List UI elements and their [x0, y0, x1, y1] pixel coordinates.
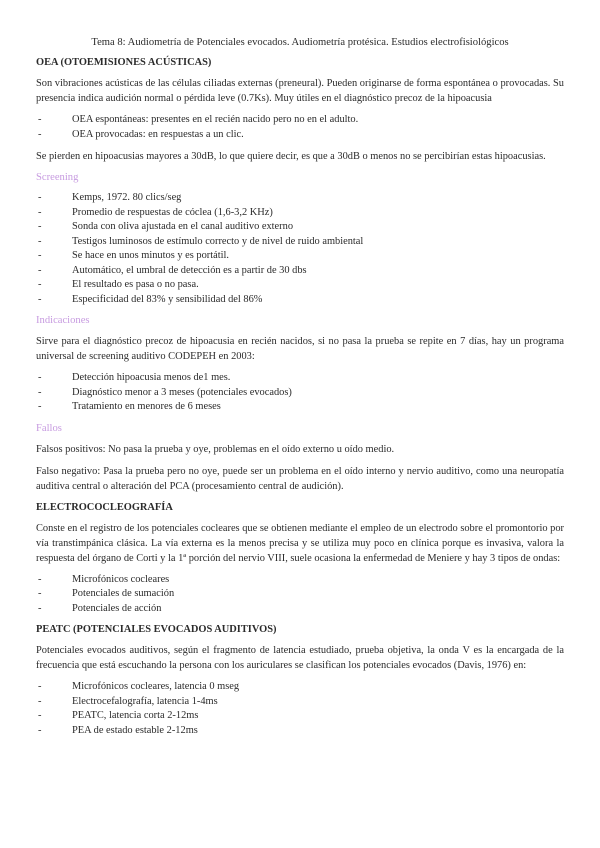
dash-marker: -: [38, 293, 42, 305]
oea-note: Se pierden en hipoacusias mayores a 30dB, lo que quiere decir, es que a 30dB o menos no se percibirían estas hipoacusias.: [36, 151, 546, 162]
indicaciones-text: Sirve para el diagnóstico precoz de hipoacusia en recién nacidos, si no pasa la prueba se repite en 7 días, hay un programa universal de screening auditivo CODEPEH en 2003:: [36, 336, 564, 362]
dash-marker: -: [38, 710, 42, 721]
electrococleografia-list: [36, 573, 564, 617]
electrococleografia-text: Conste en el registro de los potenciales cocleares que se obtienen mediante el empleo de un electrodo sobre el promontorio por vía transtimpánica clásica. La vía externa es la menos precisa y se utiliza muy poco en clínica porque es invasiva, valora la respuesta del órgano de Corti y la 1ª porción del nervio VIII, suele ocasiona la enfermedad de Meniere y hay 3 tipos de ondas:: [36, 522, 564, 564]
dash-marker: -: [38, 264, 42, 276]
list-item: - Diagnóstico menor a 3 meses (potenciales evocados): [36, 386, 564, 401]
falsos-positivos: Falsos positivos: No pasa la prueba y oye, problemas en el oído externo u oído medio.: [36, 443, 395, 455]
screening-heading: Screening: [36, 172, 79, 183]
list-item: - Se hace en unos minutos y es portátil.: [36, 249, 564, 264]
list-item: - Microfónicos cocleares, latencia 0 mseg: [36, 680, 564, 695]
dash-marker: -: [38, 681, 42, 692]
list-item: - OEA provocadas: en respuestas a un clic.: [36, 128, 564, 143]
list-item: - Microfónicos cocleares: [36, 573, 564, 588]
dash-marker: -: [38, 573, 42, 585]
list-item: - El resultado es pasa o no pasa.: [36, 278, 564, 293]
dash-marker: -: [38, 279, 42, 290]
list-item: - Detección hipoacusia menos de1 mes.: [36, 371, 564, 386]
screening-list: [36, 191, 564, 307]
list-item: - PEATC, latencia corta 2-12ms: [36, 709, 564, 724]
peatc-text: Potenciales evocados auditivos, según el fragmento de latencia estudiado, prueba objetiva, la onda V es la encargada de la frecuencia que está escuchando la persona con los auriculares se clasifican los potenciales evocados (Davis, 1976) en:: [36, 645, 564, 671]
dash-marker: -: [38, 114, 42, 125]
peatc-heading: PEATC (POTENCIALES EVOCADOS AUDITIVOS): [36, 624, 277, 635]
document-title: Tema 8: Audiometría de Potenciales evocados. Audiometría protésica. Estudios electrofisiológicos: [91, 37, 509, 48]
dash-marker: -: [38, 206, 42, 218]
document-page: [36, 36, 564, 745]
oea-intro: Son vibraciones acústicas de las células ciliadas externas (preneural). Pueden originarse de forma espontánea o provocadas. Su presencia indica audición normal o pérdida leve (0.7Ks). Muy útiles en el diagnóstico precoz de la hipoacusia: [36, 78, 564, 104]
indicaciones-heading: Indicaciones: [36, 315, 90, 326]
dash-marker: -: [38, 128, 42, 140]
dash-marker: -: [38, 724, 42, 736]
list-item: - Especificidad del 83% y sensibilidad del 86%: [36, 293, 564, 308]
dash-marker: -: [38, 401, 42, 412]
oea-list: [36, 113, 564, 142]
dash-marker: -: [38, 602, 42, 614]
list-item: - Tratamiento en menores de 6 meses: [36, 400, 564, 415]
dash-marker: -: [38, 695, 42, 707]
dash-marker: -: [38, 588, 42, 599]
fallos-heading: Fallos: [36, 422, 62, 434]
list-item: - Promedio de respuestas de cóclea (1,6-3,2 KHz): [36, 206, 564, 221]
dash-marker: -: [38, 235, 42, 247]
list-item: - Potenciales de acción: [36, 602, 564, 617]
list-item: - Electrocefalografía, latencia 1-4ms: [36, 695, 564, 710]
dash-marker: -: [38, 386, 42, 398]
list-item: - OEA espontáneas: presentes en el recién nacido pero no en el adulto.: [36, 113, 564, 128]
oea-heading: OEA (OTOEMISIONES ACÚSTICAS): [36, 57, 212, 68]
falso-negativo: Falso negativo: Pasa la prueba pero no oye, puede ser un problema en el oído interno y nervio auditivo, como una neuropatía auditiva central o alteración del PCA (procesamiento central de audición).: [36, 465, 564, 492]
dash-marker: -: [38, 192, 42, 203]
indicaciones-list: [36, 371, 564, 415]
list-item: - Sonda con oliva ajustada en el canal auditivo externo: [36, 220, 564, 235]
list-item: - Potenciales de sumación: [36, 587, 564, 602]
dash-marker: -: [38, 372, 42, 383]
electrococleografia-heading: ELECTROCOCLEOGRAFÍA: [36, 501, 173, 513]
peatc-list: [36, 680, 564, 738]
dash-marker: -: [38, 250, 42, 261]
list-item: - Testigos luminosos de estímulo correcto y de nivel de ruido ambiental: [36, 235, 564, 250]
list-item: - PEA de estado estable 2-12ms: [36, 724, 564, 739]
list-item: - Automático, el umbral de detección es a partir de 30 dbs: [36, 264, 564, 279]
dash-marker: -: [38, 221, 42, 232]
list-item: - Kemps, 1972. 80 clics/seg: [36, 191, 564, 206]
